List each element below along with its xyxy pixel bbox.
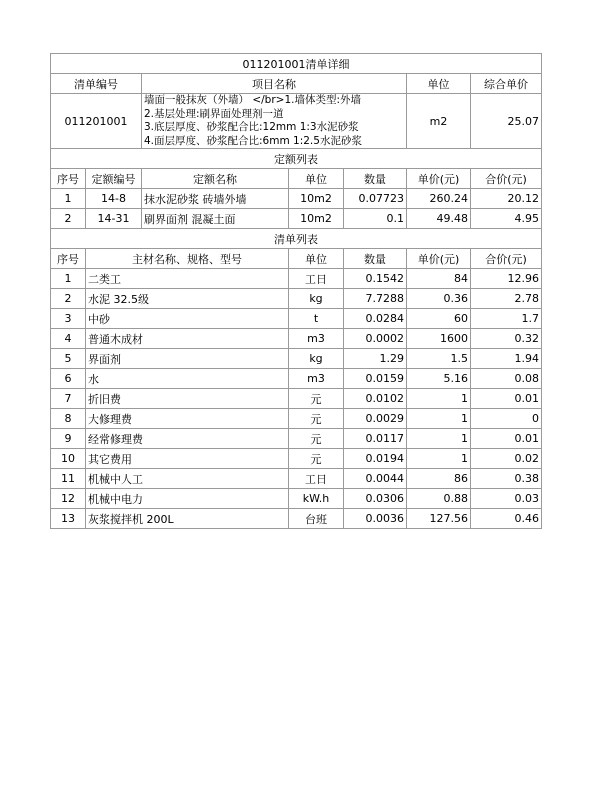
item-description: 墙面一般抹灰（外墙） </br>1.墙体类型:外墙 2.基层处理:刷界面处理剂一道 3.底层厚度、砂浆配合比:12mm 1:3水泥砂浆 4.面层厚度、砂浆配合比:6mm 1:2.5水泥砂浆 — [142, 94, 407, 149]
material-row — [51, 389, 542, 409]
item-header-row — [51, 74, 542, 94]
material-name: 界面剂 — [86, 349, 289, 369]
material-qty: 0.0102 — [344, 389, 407, 409]
material-total: 0.01 — [471, 389, 542, 409]
quota-unit: 10m2 — [289, 209, 344, 229]
quota-header-row — [51, 169, 542, 189]
material-qty: 0.0284 — [344, 309, 407, 329]
material-total: 1.7 — [471, 309, 542, 329]
material-row — [51, 409, 542, 429]
material-row — [51, 429, 542, 449]
material-row — [51, 369, 542, 389]
material-unit: 元 — [289, 409, 344, 429]
material-index: 10 — [51, 449, 86, 469]
quota-col-index: 序号 — [51, 169, 86, 189]
material-row — [51, 509, 542, 529]
material-row — [51, 469, 542, 489]
material-col-total: 合价(元) — [471, 249, 542, 269]
material-row — [51, 309, 542, 329]
material-name: 水 — [86, 369, 289, 389]
quota-price: 260.24 — [407, 189, 471, 209]
material-total: 0.01 — [471, 429, 542, 449]
material-total: 2.78 — [471, 289, 542, 309]
material-total: 0.32 — [471, 329, 542, 349]
material-unit: kg — [289, 289, 344, 309]
material-total: 12.96 — [471, 269, 542, 289]
material-index: 9 — [51, 429, 86, 449]
item-code: 011201001 — [51, 94, 142, 149]
material-unit: 元 — [289, 429, 344, 449]
material-col-price: 单价(元) — [407, 249, 471, 269]
quota-section-title: 定额列表 — [51, 149, 542, 169]
material-row — [51, 449, 542, 469]
quota-section-title-row — [51, 149, 542, 169]
material-row — [51, 289, 542, 309]
material-total: 0 — [471, 409, 542, 429]
material-qty: 7.7288 — [344, 289, 407, 309]
quota-col-price: 单价(元) — [407, 169, 471, 189]
quota-qty: 0.07723 — [344, 189, 407, 209]
material-unit: m3 — [289, 329, 344, 349]
material-qty: 0.0306 — [344, 489, 407, 509]
item-unit: m2 — [407, 94, 471, 149]
material-unit: 台班 — [289, 509, 344, 529]
material-qty: 0.0029 — [344, 409, 407, 429]
material-qty: 0.1542 — [344, 269, 407, 289]
material-qty: 0.0044 — [344, 469, 407, 489]
material-section-title: 清单列表 — [51, 229, 542, 249]
material-unit: kg — [289, 349, 344, 369]
quota-index: 2 — [51, 209, 86, 229]
material-total: 0.02 — [471, 449, 542, 469]
quota-row — [51, 209, 542, 229]
quota-col-qty: 数量 — [344, 169, 407, 189]
material-name: 灰浆搅拌机 200L — [86, 509, 289, 529]
material-price: 1 — [407, 409, 471, 429]
quota-col-code: 定额编号 — [86, 169, 142, 189]
material-name: 折旧费 — [86, 389, 289, 409]
material-price: 0.36 — [407, 289, 471, 309]
material-index: 13 — [51, 509, 86, 529]
material-name: 经常修理费 — [86, 429, 289, 449]
code-header: 清单编号 — [51, 74, 142, 94]
material-name: 普通木成材 — [86, 329, 289, 349]
material-col-qty: 数量 — [344, 249, 407, 269]
quota-col-unit: 单位 — [289, 169, 344, 189]
name-header: 项目名称 — [142, 74, 407, 94]
material-index: 3 — [51, 309, 86, 329]
material-price: 1 — [407, 449, 471, 469]
material-unit: t — [289, 309, 344, 329]
material-price: 84 — [407, 269, 471, 289]
material-col-name: 主材名称、规格、型号 — [86, 249, 289, 269]
material-unit: 元 — [289, 389, 344, 409]
material-index: 11 — [51, 469, 86, 489]
item-price: 25.07 — [471, 94, 542, 149]
material-name: 其它费用 — [86, 449, 289, 469]
title-row — [51, 54, 542, 74]
material-total: 0.38 — [471, 469, 542, 489]
quota-row — [51, 189, 542, 209]
quota-index: 1 — [51, 189, 86, 209]
material-row — [51, 349, 542, 369]
quota-price: 49.48 — [407, 209, 471, 229]
material-unit: 元 — [289, 449, 344, 469]
material-price: 1 — [407, 429, 471, 449]
material-qty: 0.0194 — [344, 449, 407, 469]
material-header-row — [51, 249, 542, 269]
material-row — [51, 269, 542, 289]
sheet-title: 011201001清单详细 — [51, 54, 542, 74]
material-qty: 0.0002 — [344, 329, 407, 349]
quota-qty: 0.1 — [344, 209, 407, 229]
material-total: 0.46 — [471, 509, 542, 529]
material-price: 5.16 — [407, 369, 471, 389]
material-price: 1 — [407, 389, 471, 409]
material-index: 8 — [51, 409, 86, 429]
price-header: 综合单价 — [471, 74, 542, 94]
material-qty: 1.29 — [344, 349, 407, 369]
material-price: 1.5 — [407, 349, 471, 369]
quota-total: 4.95 — [471, 209, 542, 229]
material-unit: kW.h — [289, 489, 344, 509]
quota-code: 14-8 — [86, 189, 142, 209]
bill-detail-table — [50, 53, 542, 529]
material-name: 二类工 — [86, 269, 289, 289]
material-price: 0.88 — [407, 489, 471, 509]
material-unit: 工日 — [289, 469, 344, 489]
material-name: 中砂 — [86, 309, 289, 329]
quota-col-total: 合价(元) — [471, 169, 542, 189]
material-index: 4 — [51, 329, 86, 349]
material-name: 大修理费 — [86, 409, 289, 429]
quota-total: 20.12 — [471, 189, 542, 209]
quota-name: 刷界面剂 混凝土面 — [142, 209, 289, 229]
material-col-index: 序号 — [51, 249, 86, 269]
material-price: 60 — [407, 309, 471, 329]
material-index: 6 — [51, 369, 86, 389]
quota-col-name: 定额名称 — [142, 169, 289, 189]
material-col-unit: 单位 — [289, 249, 344, 269]
material-row — [51, 329, 542, 349]
material-price: 127.56 — [407, 509, 471, 529]
material-price: 86 — [407, 469, 471, 489]
material-index: 7 — [51, 389, 86, 409]
material-total: 0.08 — [471, 369, 542, 389]
quota-code: 14-31 — [86, 209, 142, 229]
material-name: 机械中人工 — [86, 469, 289, 489]
material-index: 12 — [51, 489, 86, 509]
material-rows — [51, 269, 542, 529]
material-qty: 0.0117 — [344, 429, 407, 449]
quota-name: 抹水泥砂浆 砖墙外墙 — [142, 189, 289, 209]
item-row — [51, 94, 542, 149]
material-row — [51, 489, 542, 509]
material-qty: 0.0159 — [344, 369, 407, 389]
quota-unit: 10m2 — [289, 189, 344, 209]
material-unit: 工日 — [289, 269, 344, 289]
material-section-title-row — [51, 229, 542, 249]
material-qty: 0.0036 — [344, 509, 407, 529]
material-index: 1 — [51, 269, 86, 289]
unit-header: 单位 — [407, 74, 471, 94]
material-index: 2 — [51, 289, 86, 309]
material-total: 0.03 — [471, 489, 542, 509]
material-unit: m3 — [289, 369, 344, 389]
material-index: 5 — [51, 349, 86, 369]
material-name: 水泥 32.5级 — [86, 289, 289, 309]
material-total: 1.94 — [471, 349, 542, 369]
material-name: 机械中电力 — [86, 489, 289, 509]
material-price: 1600 — [407, 329, 471, 349]
